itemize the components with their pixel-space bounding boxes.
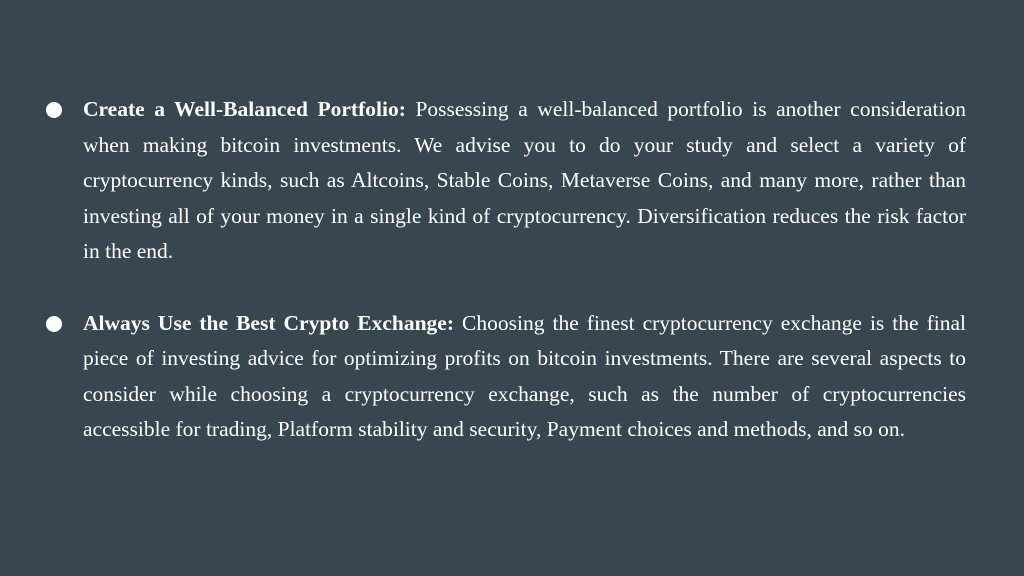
bullet-item-exchange bbox=[44, 306, 966, 448]
bullet-list bbox=[44, 92, 966, 484]
bullet-icon bbox=[46, 102, 62, 118]
bullet-icon bbox=[46, 316, 62, 332]
bullet-heading-portfolio: Create a Well-Balanced Portfolio: bbox=[83, 97, 406, 121]
bullet-item-portfolio bbox=[44, 92, 966, 270]
bullet-heading-exchange: Always Use the Best Crypto Exchange: bbox=[83, 310, 454, 335]
bullet-body-portfolio: Possessing a well-balanced portfolio is another consideration when making bitcoin investments. We advise you to do your study and select a variety of cryptocurrency kinds, such as Altcoins, Stable Coins, Metaverse Coins, and many more, rather than investing all of your money in a single kind of cryptocurrency. Diversification reduces the risk factor in the end. bbox=[83, 97, 966, 263]
bullet-body-exchange: Choosing the finest cryptocurrency exchange is the final piece of investing advice for optimizing profits on bitcoin investments. There are several aspects to consider while choosing a cryptocurrency exchange, such as the number of cryptocurrencies accessible for trading, Platform stability and security, Payment choices and methods, and so on. bbox=[83, 310, 967, 441]
